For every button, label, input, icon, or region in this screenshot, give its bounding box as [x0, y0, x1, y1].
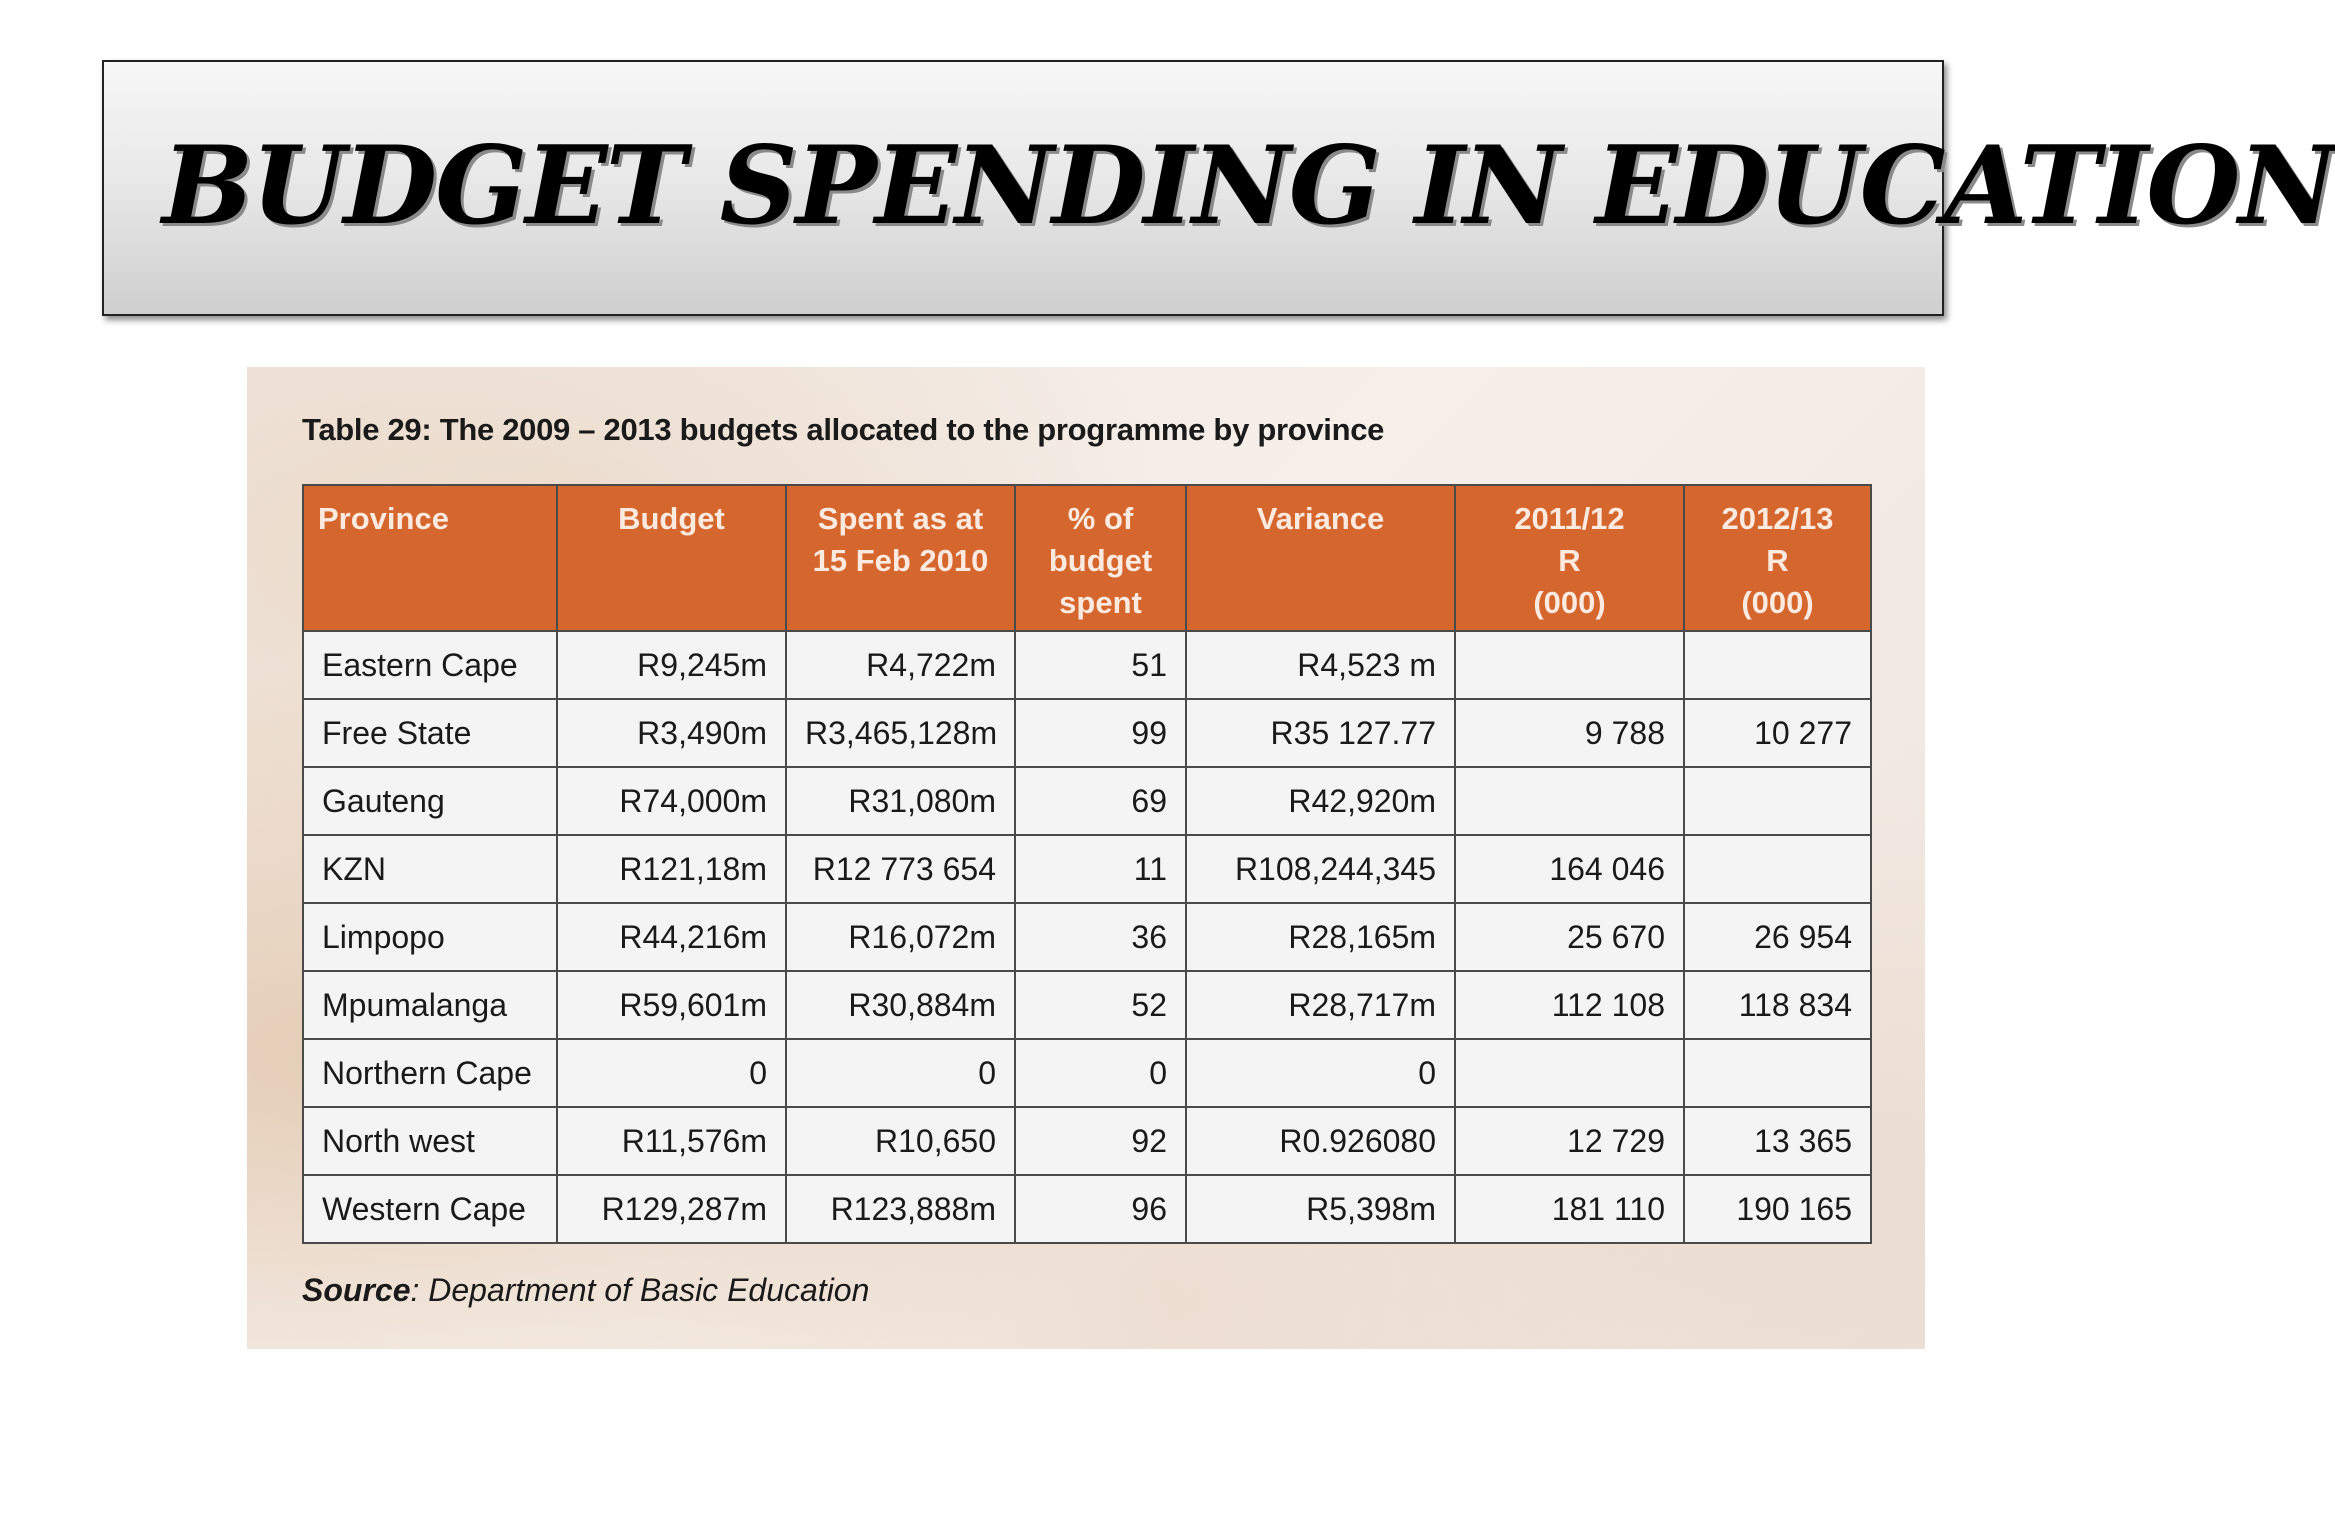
cell-budget: R44,216m	[557, 903, 786, 971]
cell-budget: R59,601m	[557, 971, 786, 1039]
header-line: R	[1766, 543, 1789, 578]
header-line: Budget	[618, 501, 725, 536]
cell-budget: R3,490m	[557, 699, 786, 767]
cell-spent: R16,072m	[786, 903, 1015, 971]
cell-percent: 11	[1015, 835, 1186, 903]
header-line: spent	[1059, 585, 1142, 620]
header-line: % of	[1067, 501, 1134, 536]
cell-2011-12: 25 670	[1455, 903, 1684, 971]
header-percent-spent	[1015, 485, 1186, 631]
table-caption: Table 29: The 2009 – 2013 budgets allocated to the programme by province	[302, 412, 1385, 447]
cell-variance: R4,523 m	[1186, 631, 1455, 699]
header-line: 2012/13	[1721, 501, 1834, 536]
header-variance	[1186, 485, 1455, 631]
cell-variance: R0.926080	[1186, 1107, 1455, 1175]
cell-percent: 0	[1015, 1039, 1186, 1107]
cell-2011-12	[1455, 631, 1684, 699]
cell-percent: 96	[1015, 1175, 1186, 1243]
cell-2011-12: 9 788	[1455, 699, 1684, 767]
header-2012-13	[1684, 485, 1871, 631]
cell-variance: R5,398m	[1186, 1175, 1455, 1243]
header-line: Variance	[1256, 501, 1385, 536]
cell-2012-13: 118 834	[1684, 971, 1871, 1039]
cell-budget: R121,18m	[557, 835, 786, 903]
cell-2011-12	[1455, 767, 1684, 835]
source-label: Source	[302, 1272, 411, 1308]
cell-province: KZN	[303, 835, 557, 903]
cell-variance: R42,920m	[1186, 767, 1455, 835]
cell-spent: R10,650	[786, 1107, 1015, 1175]
table-row	[303, 1039, 1871, 1107]
cell-percent: 36	[1015, 903, 1186, 971]
cell-2011-12: 181 110	[1455, 1175, 1684, 1243]
cell-2012-13	[1684, 767, 1871, 835]
cell-2012-13: 13 365	[1684, 1107, 1871, 1175]
header-budget	[557, 485, 786, 631]
cell-variance: R35 127.77	[1186, 699, 1455, 767]
title-banner	[102, 60, 2335, 316]
budget-table	[302, 484, 1872, 1244]
source-text: : Department of Basic Education	[410, 1272, 870, 1308]
header-line: (000)	[1741, 585, 1814, 620]
cell-variance: 0	[1186, 1039, 1455, 1107]
slide-title: BUDGET SPENDING IN EDUCATION	[162, 123, 2335, 249]
header-line: 15 Feb 2010	[812, 543, 989, 578]
cell-budget: R129,287m	[557, 1175, 786, 1243]
cell-2011-12	[1455, 1039, 1684, 1107]
cell-2012-13	[1684, 835, 1871, 903]
table-row	[303, 835, 1871, 903]
table-source	[302, 1272, 869, 1309]
header-line: R	[1558, 543, 1581, 578]
cell-percent: 99	[1015, 699, 1186, 767]
table-row	[303, 767, 1871, 835]
table-row	[303, 631, 1871, 699]
cell-budget: R74,000m	[557, 767, 786, 835]
table-row	[303, 903, 1871, 971]
cell-2012-13	[1684, 631, 1871, 699]
table-row	[303, 971, 1871, 1039]
cell-spent: R31,080m	[786, 767, 1015, 835]
cell-percent: 69	[1015, 767, 1186, 835]
cell-variance: R108,244,345	[1186, 835, 1455, 903]
header-line: Spent as at	[817, 501, 984, 536]
cell-province: Gauteng	[303, 767, 557, 835]
cell-2011-12: 112 108	[1455, 971, 1684, 1039]
table-header-row	[303, 485, 1871, 631]
cell-variance: R28,165m	[1186, 903, 1455, 971]
cell-spent: R30,884m	[786, 971, 1015, 1039]
cell-province: Mpumalanga	[303, 971, 557, 1039]
cell-percent: 51	[1015, 631, 1186, 699]
header-2011-12	[1455, 485, 1684, 631]
cell-spent: R123,888m	[786, 1175, 1015, 1243]
header-line: budget	[1048, 543, 1153, 578]
table-row	[303, 1175, 1871, 1243]
cell-spent: 0	[786, 1039, 1015, 1107]
cell-budget: 0	[557, 1039, 786, 1107]
table-image-panel	[247, 367, 1925, 1349]
cell-percent: 52	[1015, 971, 1186, 1039]
cell-province: Eastern Cape	[303, 631, 557, 699]
cell-province: Limpopo	[303, 903, 557, 971]
cell-variance: R28,717m	[1186, 971, 1455, 1039]
header-province	[303, 485, 557, 631]
header-line: Province	[318, 501, 449, 536]
header-line: 2011/12	[1514, 501, 1625, 536]
cell-2011-12: 164 046	[1455, 835, 1684, 903]
cell-percent: 92	[1015, 1107, 1186, 1175]
cell-budget: R9,245m	[557, 631, 786, 699]
cell-spent: R3,465,128m	[786, 699, 1015, 767]
table-row	[303, 699, 1871, 767]
cell-2012-13: 10 277	[1684, 699, 1871, 767]
cell-province: Free State	[303, 699, 557, 767]
table-row	[303, 1107, 1871, 1175]
cell-spent: R4,722m	[786, 631, 1015, 699]
cell-spent: R12 773 654	[786, 835, 1015, 903]
cell-2012-13	[1684, 1039, 1871, 1107]
cell-budget: R11,576m	[557, 1107, 786, 1175]
cell-province: North west	[303, 1107, 557, 1175]
cell-province: Northern Cape	[303, 1039, 557, 1107]
cell-2012-13: 26 954	[1684, 903, 1871, 971]
header-spent	[786, 485, 1015, 631]
header-line: (000)	[1533, 585, 1606, 620]
cell-province: Western Cape	[303, 1175, 557, 1243]
cell-2011-12: 12 729	[1455, 1107, 1684, 1175]
cell-2012-13: 190 165	[1684, 1175, 1871, 1243]
